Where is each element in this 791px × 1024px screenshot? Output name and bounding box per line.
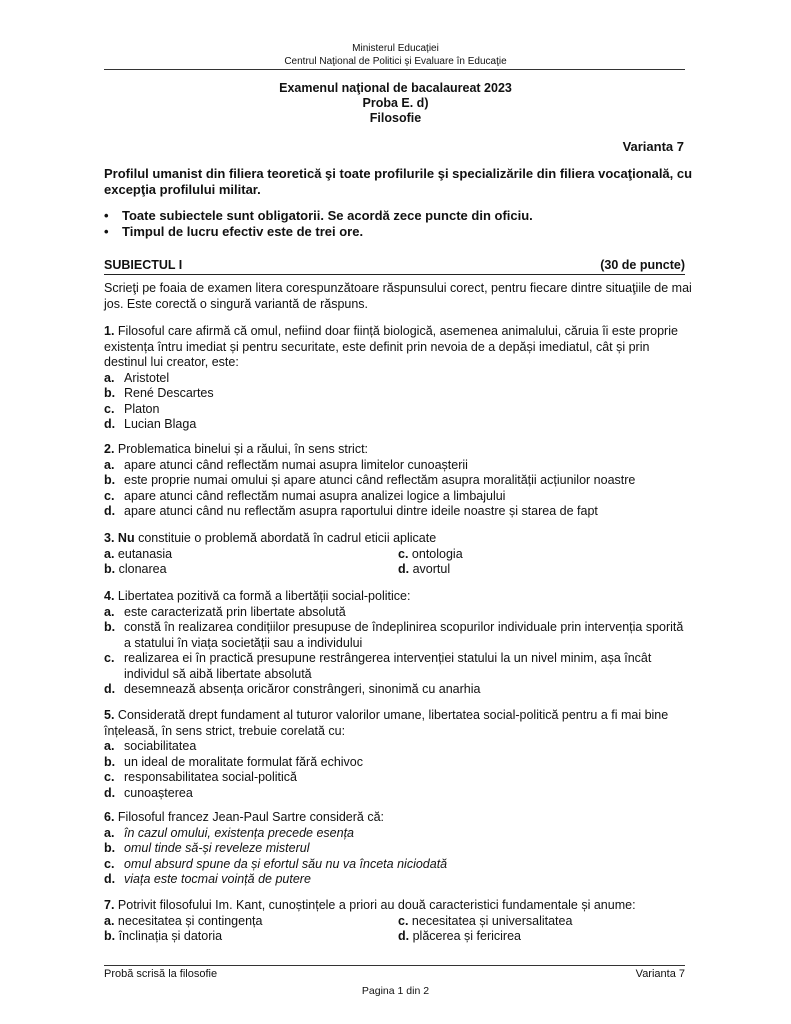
option: a. este caracterizată prin libertate absolută <box>104 604 346 619</box>
option: d. desemnează absența oricăror constrângeri, sinonimă cu anarhia <box>104 682 481 696</box>
section-points: (30 de puncte) <box>600 258 685 272</box>
option: b. clonarea <box>104 562 167 576</box>
option: d. viața este tocmai voință de putere <box>104 872 311 886</box>
option: a. apare atunci când reflectăm numai asupra limitelor cunoașterii <box>104 457 468 472</box>
question-6: 6. Filosoful francez Jean-Paul Sartre consideră că: a. în cazul omului, existența precede esența b. omul tinde să-și reveleze misterul c. omul absurd spune da și efortul său nu va înceta niciodată d. viața este tocmai voință de putere <box>104 810 692 888</box>
footer-right: Varianta 7 <box>635 968 685 980</box>
option: d. cunoașterea <box>104 785 193 800</box>
option: a. sociabilitatea <box>104 739 197 753</box>
exam-subject: Filosofie <box>369 111 422 125</box>
option: a. în cazul omului, existența precede esența <box>104 825 354 840</box>
option: d. apare atunci când nu reflectăm asupra raportului dintre ideile noastre și starea de fapt <box>104 504 598 518</box>
option: b. constă în realizarea condițiilor presupuse de îndeplinirea scopurilor individuale prin intervenția sporită a statului în viața societății sau a individului <box>104 620 684 650</box>
question-5: 5. Considerată drept fundament al tuturor valorilor umane, libertatea social-politică pentru a fi mai bine înțeleasă, în sens strict, trebuie corelată cu: a. sociabilitatea b. un ideal de moralitate formulat fără echivoc c. responsabilitatea social-politică d. cunoașterea <box>104 708 692 801</box>
exam-title: Examenul naţional de bacalaureat 2023 <box>279 81 512 95</box>
option: c. realizarea ei în practică presupune restrângerea intervenției statului la un nivel minim, așa încât individul să aibă libertate absolută <box>104 651 652 681</box>
option: a. eutanasia <box>104 546 173 561</box>
section-header <box>104 258 685 275</box>
exam-probe: Proba E. d) <box>362 96 429 110</box>
option: d. Lucian Blaga <box>104 417 197 431</box>
option: d. plăcerea și fericirea <box>398 929 521 943</box>
option: c. omul absurd spune da și efortul său nu va înceta niciodată <box>104 856 448 871</box>
option: c. ontologia <box>398 546 463 561</box>
section-instructions: Scrieţi pe foaia de examen litera corespunzătoare răspunsului corect, pentru fiecare dintre situaţiile de mai jos. Este corectă o singură variantă de răspuns. <box>104 281 692 311</box>
footer-divider <box>104 965 685 966</box>
rules-list <box>104 208 694 239</box>
option: d. avortul <box>398 562 451 576</box>
center-name: Centrul Naţional de Politici şi Evaluare în Educaţie <box>284 56 507 67</box>
page-number: Pagina 1 din 2 <box>361 985 430 997</box>
footer-left: Probă scrisă la filosofie <box>104 968 218 980</box>
option: b. este proprie numai omului și apare atunci când reflectăm asupra moralității acțiunilor noastre <box>104 473 636 487</box>
option: c. apare atunci când reflectăm numai asupra analizei logice a limbajului <box>104 488 506 503</box>
profile-text: Profilul umanist din filiera teoretică şi toate profilurile şi specializările din filiera vocaţională, cu excepţia profilului militar. <box>104 166 693 197</box>
option: c. Platon <box>104 401 160 416</box>
footer <box>104 968 685 980</box>
option: b. René Descartes <box>104 386 214 400</box>
question-4: 4. Libertatea pozitivă ca formă a libertății social-politice: a. este caracterizată prin libertate absolută b. constă în realizarea condițiilor presupuse de îndeplinirea scopurilor individuale prin intervenția sporită a statului în viața societății sau a individului c. realizarea ei în practică presupune restrângerea intervenției statului la un nivel minim, așa încât individul să aibă libertate absolută d. desemnează absența oricăror constrângeri, sinonimă cu anarhia <box>104 589 692 698</box>
rule-item: • Toate subiectele sunt obligatorii. Se acordă zece puncte din oficiu. <box>104 208 533 223</box>
section-title: SUBIECTUL I <box>104 258 183 272</box>
variant-label: Varianta 7 <box>622 139 684 154</box>
header-divider <box>104 69 685 70</box>
option: c. necesitatea și universalitatea <box>398 913 573 928</box>
ministry-name: Ministerul Educației <box>352 43 439 54</box>
option: b. înclinația și datoria <box>104 929 223 943</box>
question-7: 7. Potrivit filosofului Im. Kant, cunoștințele a priori au două caracteristici fundamentale și anume: a. necesitatea și contingența c. necesitatea și universalitatea b. înclinația și datoria d. plăcerea și fericirea <box>104 898 692 945</box>
question-1: 1. Filosoful care afirmă că omul, nefiind doar ființă biologică, asemenea animalului, căruia îi este proprie existența întru imediat și pentru securitate, este definit prin nevoia de a depăși imediatul, cât și prin destinul lui creator, este: a. Aristotel b. René Descartes c. Platon d. Lucian Blaga <box>104 324 692 433</box>
option: c. responsabilitatea social-politică <box>104 770 298 784</box>
option: b. omul tinde să-și reveleze misterul <box>104 841 310 855</box>
option: a. necesitatea și contingența <box>104 913 263 928</box>
option: b. un ideal de moralitate formulat fără echivoc <box>104 754 364 769</box>
option: a. Aristotel <box>104 370 170 385</box>
question-3: 3. Nu constituie o problemă abordată în cadrul eticii aplicate a. eutanasia c. ontologia b. clonarea d. avortul <box>104 531 692 578</box>
question-2: 2. Problematica binelui și a răului, în sens strict: a. apare atunci când reflectăm numai asupra limitelor cunoașterii b. este proprie numai omului și apare atunci când reflectăm asupra moralității acțiunilor noastre c. apare atunci când reflectăm numai asupra analizei logice a limbajului d. apare atunci când nu reflectăm asupra raportului dintre ideile noastre și starea de fapt <box>104 442 692 520</box>
rule-item: • Timpul de lucru efectiv este de trei ore. <box>104 223 364 239</box>
